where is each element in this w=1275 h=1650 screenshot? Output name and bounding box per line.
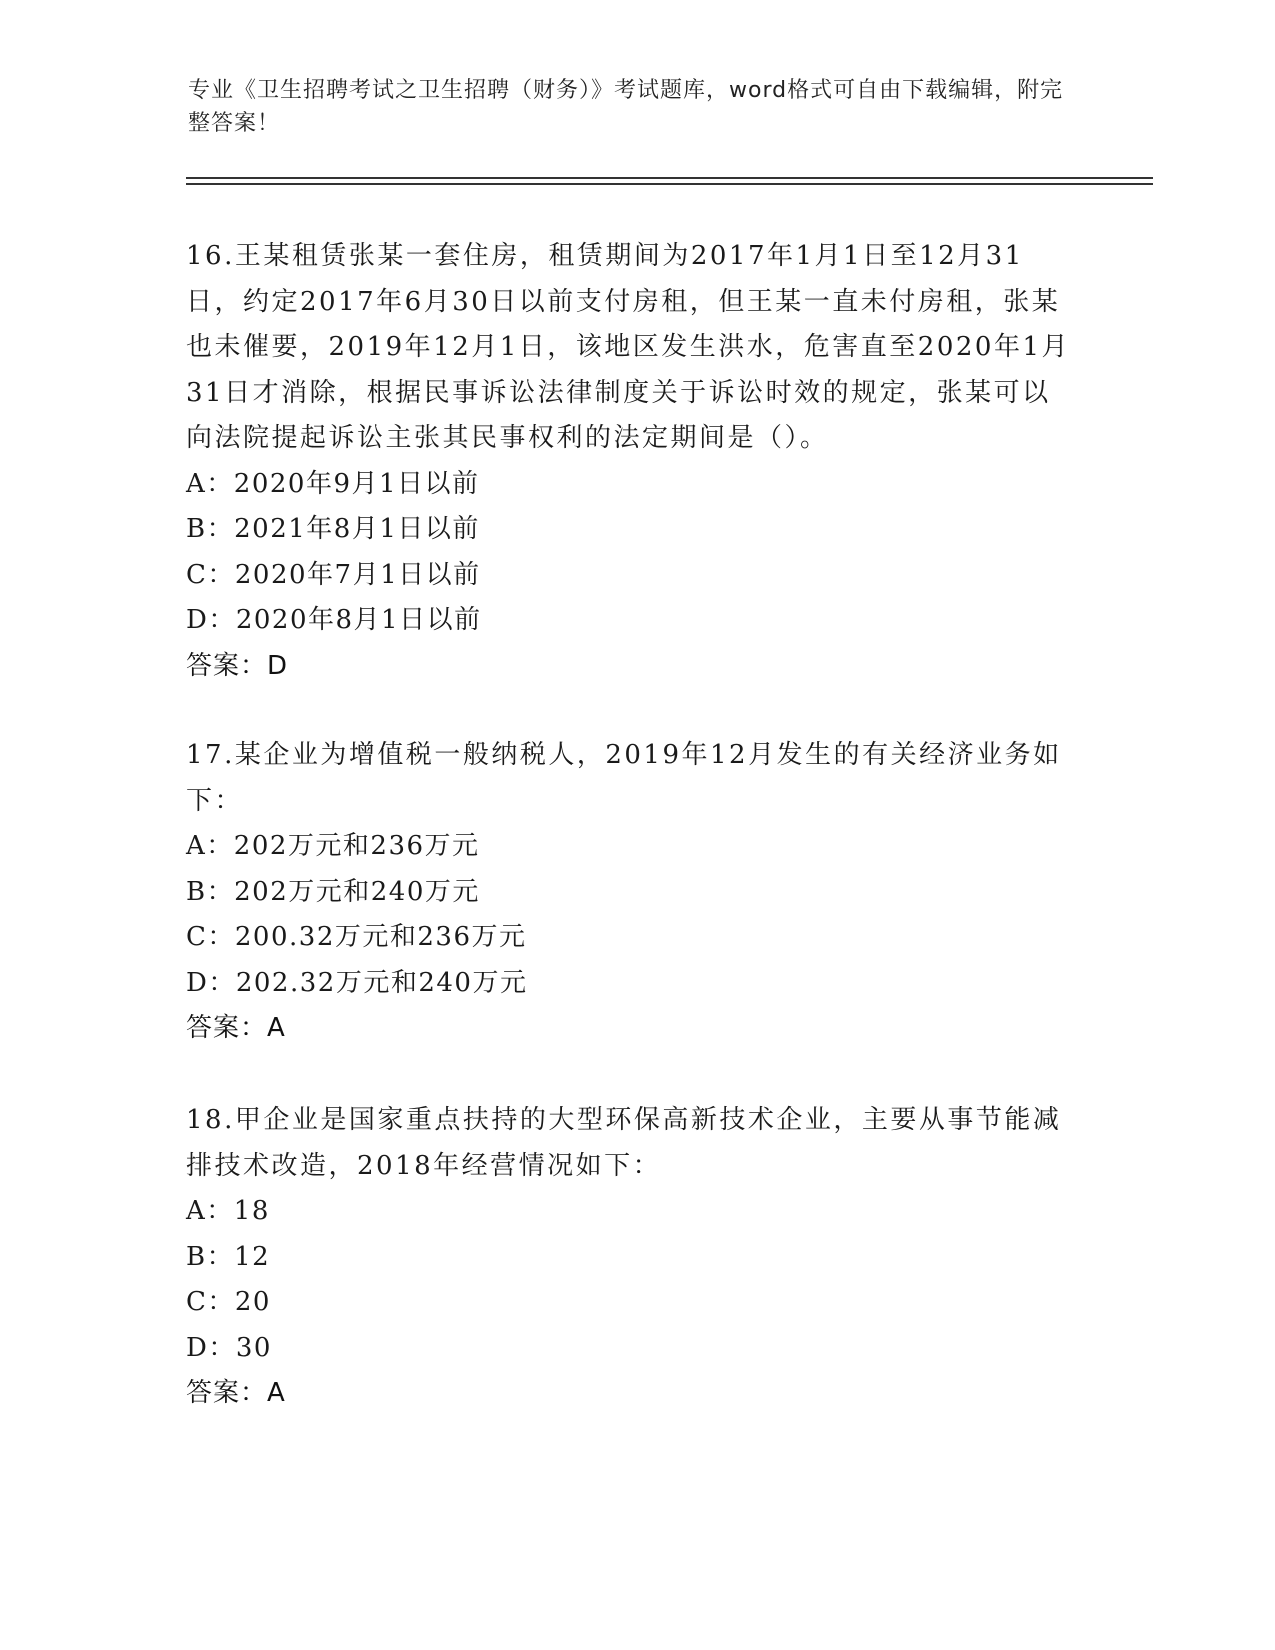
option-a: A：18 bbox=[186, 1196, 270, 1226]
option-b: B：2021年8月1日以前 bbox=[186, 514, 480, 544]
option-c: C：20 bbox=[186, 1287, 271, 1317]
option-c: C：200.32万元和236万元 bbox=[186, 922, 527, 952]
option-d: D：202.32万元和240万元 bbox=[186, 967, 528, 998]
question-stem: 18.甲企业是国家重点扶持的大型环保高新技术企业，主要从事节能减排技术改造，2018年经营情况如下： bbox=[186, 1105, 1062, 1181]
option-d: D：30 bbox=[186, 1332, 272, 1363]
option-b: B：12 bbox=[186, 1241, 271, 1272]
question-stem: 16.王某租赁张某一套住房，租赁期间为2017年1月1日至12月31日，约定2017年6月30日以前支付房租，但王某一直未付房租，张某也未催要，2019年12月1日，该地区发生洪水，危害直至2020年1月31日才消除，根据民事诉讼法律制度关于诉讼时效的规定，张某可以向法院提起诉讼主张其民事权利的法定期间是（）。 bbox=[186, 241, 1071, 453]
question-16 bbox=[186, 234, 1076, 689]
header-divider-bottom bbox=[186, 183, 1153, 185]
question-stem: 17.某企业为增值税一般纳税人，2019年12月发生的有关经济业务如下： bbox=[186, 740, 1062, 816]
document-header: 专业《卫生招聘考试之卫生招聘（财务）》考试题库，word格式可自由下载编辑，附完整答案！ bbox=[188, 78, 1064, 136]
answer-text: 答案：A bbox=[186, 1378, 286, 1408]
answer-text: 答案：A bbox=[186, 1013, 286, 1043]
header-divider-top bbox=[186, 177, 1153, 179]
question-18 bbox=[186, 1098, 1076, 1417]
answer-text: 答案：D bbox=[186, 650, 289, 681]
option-c: C：2020年7月1日以前 bbox=[186, 559, 481, 590]
option-d: D：2020年8月1日以前 bbox=[186, 605, 482, 635]
option-a: A：2020年9月1日以前 bbox=[186, 468, 480, 499]
question-17 bbox=[186, 733, 1076, 1052]
option-b: B：202万元和240万元 bbox=[186, 876, 480, 907]
option-a: A：202万元和236万元 bbox=[186, 831, 480, 861]
